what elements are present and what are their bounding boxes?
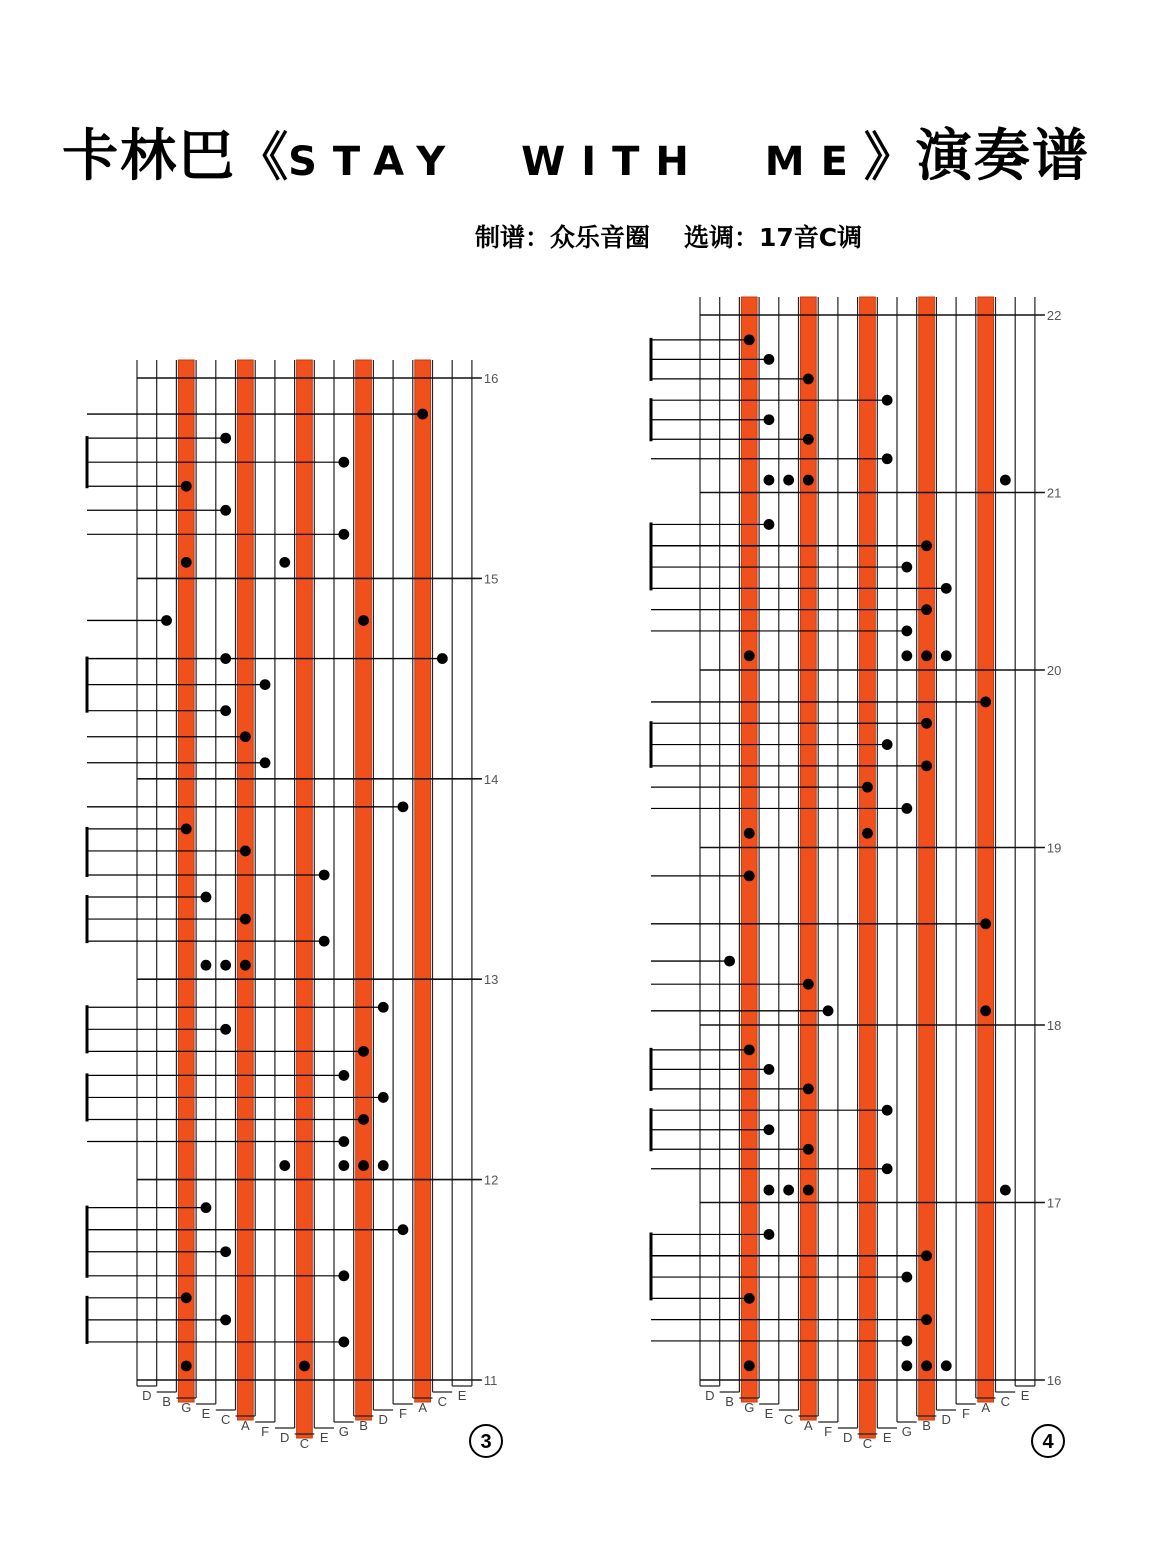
key-label: D: [941, 1412, 951, 1427]
key-label: B: [922, 1418, 931, 1433]
note-dot: [220, 1246, 231, 1257]
note-dot: [744, 1360, 755, 1371]
note-dot: [803, 1144, 814, 1155]
note-dot: [882, 1163, 893, 1174]
key-label: E: [457, 1388, 467, 1403]
note-dot: [161, 615, 172, 626]
highlight-tine: [741, 297, 757, 1402]
key-label: E: [882, 1430, 892, 1445]
key-label: A: [804, 1418, 813, 1433]
note-dot: [803, 374, 814, 385]
highlight-tine: [356, 360, 372, 1420]
note-dot: [181, 1361, 192, 1372]
highlight-tine: [178, 360, 194, 1402]
note-dot: [744, 334, 755, 345]
note-dot: [744, 1044, 755, 1055]
note-dot: [764, 1124, 775, 1135]
note-dot: [941, 583, 952, 594]
note-dot: [744, 1293, 755, 1304]
key-label: F: [961, 1406, 970, 1421]
beat-number: 16: [1046, 1373, 1062, 1388]
note-dot: [941, 650, 952, 661]
note-dot: [862, 828, 873, 839]
key-label: C: [299, 1436, 310, 1451]
note-dot: [338, 1160, 349, 1171]
note-dot: [437, 653, 448, 664]
note-dot: [358, 1114, 369, 1125]
note-dot: [338, 1136, 349, 1147]
beat-number: 11: [483, 1373, 498, 1388]
key-label: D: [280, 1430, 290, 1445]
note-dot: [803, 1084, 814, 1095]
note-dot: [358, 1160, 369, 1171]
note-dot: [260, 679, 271, 690]
note-dot: [744, 828, 755, 839]
beat-number: 14: [483, 771, 499, 787]
key-label: B: [162, 1394, 171, 1409]
key-label: B: [359, 1418, 368, 1433]
note-dot: [901, 562, 912, 573]
note-dot: [803, 1185, 814, 1196]
note-dot: [980, 1005, 991, 1016]
highlight-tine: [860, 297, 876, 1438]
page-number: 4: [1042, 1431, 1054, 1453]
note-dot: [358, 1046, 369, 1057]
note-dot: [783, 475, 794, 486]
note-dot: [220, 653, 231, 664]
key-label: C: [220, 1412, 231, 1427]
key-label: A: [981, 1400, 990, 1415]
note-dot: [921, 604, 932, 615]
note-dot: [240, 960, 251, 971]
note-dot: [220, 433, 231, 444]
note-dot: [378, 1002, 389, 1013]
note-dot: [220, 705, 231, 716]
note-dot: [764, 1185, 775, 1196]
note-dot: [803, 475, 814, 486]
key-label: F: [824, 1424, 833, 1439]
key-label: D: [843, 1430, 853, 1445]
note-dot: [181, 824, 192, 835]
beat-number: 15: [483, 571, 499, 587]
title-song-name: STAY WITH ME: [288, 139, 864, 185]
note-dot: [1000, 475, 1011, 486]
note-dot: [220, 960, 231, 971]
key-label: G: [181, 1400, 192, 1415]
key-label: C: [437, 1394, 448, 1409]
note-dot: [941, 1360, 952, 1371]
note-dot: [338, 1070, 349, 1081]
note-dot: [764, 475, 775, 486]
note-dot: [398, 1224, 409, 1235]
key-label: D: [142, 1388, 152, 1403]
note-dot: [744, 871, 755, 882]
note-dot: [378, 1160, 389, 1171]
highlight-tine: [415, 360, 431, 1402]
key-label: F: [261, 1424, 270, 1439]
note-dot: [338, 1270, 349, 1281]
note-dot: [764, 1064, 775, 1075]
note-dot: [921, 1314, 932, 1325]
page-number: 3: [480, 1431, 492, 1453]
key-label: D: [378, 1412, 388, 1427]
key-label: A: [418, 1400, 427, 1415]
key-label: G: [338, 1424, 349, 1439]
note-dot: [901, 1336, 912, 1347]
note-dot: [764, 519, 775, 530]
note-dot: [901, 803, 912, 814]
key-label: G: [744, 1400, 755, 1415]
note-dot: [803, 979, 814, 990]
note-dot: [181, 1292, 192, 1303]
title-prefix: 卡林巴: [62, 124, 237, 189]
key-label: E: [319, 1430, 329, 1445]
note-dot: [862, 782, 873, 793]
note-dot: [921, 718, 932, 729]
note-dot: [319, 936, 330, 947]
note-dot: [240, 846, 251, 857]
note-dot: [378, 1092, 389, 1103]
beat-number: 20: [1046, 663, 1062, 678]
key-setting: 选调：17音C调: [684, 223, 863, 252]
note-dot: [181, 481, 192, 492]
note-dot: [783, 1185, 794, 1196]
note-dot: [921, 760, 932, 771]
note-dot: [901, 1272, 912, 1283]
note-dot: [398, 801, 409, 812]
beat-number: 12: [483, 1172, 499, 1188]
note-dot: [181, 557, 192, 568]
note-dot: [220, 1314, 231, 1325]
key-label: C: [862, 1436, 873, 1451]
title-open-bracket: 《: [236, 128, 289, 188]
beat-number: 16: [483, 371, 499, 386]
note-dot: [921, 650, 932, 661]
beat-number: 18: [1046, 1018, 1062, 1033]
note-dot: [921, 1360, 932, 1371]
note-dot: [764, 1229, 775, 1240]
tab-page-4: [651, 297, 1064, 1457]
note-dot: [1000, 1185, 1011, 1196]
note-dot: [764, 354, 775, 365]
note-dot: [260, 757, 271, 768]
beat-number: 21: [1046, 485, 1062, 501]
note-dot: [299, 1361, 310, 1372]
highlight-tine: [978, 297, 994, 1402]
note-dot: [980, 697, 991, 708]
note-dot: [201, 1202, 212, 1213]
note-dot: [417, 409, 428, 420]
note-dot: [201, 960, 212, 971]
note-dot: [358, 615, 369, 626]
note-dot: [882, 1105, 893, 1116]
note-dot: [744, 650, 755, 661]
note-dot: [220, 1024, 231, 1035]
beat-number: 17: [1046, 1195, 1062, 1211]
note-dot: [240, 731, 251, 742]
note-dot: [980, 918, 991, 929]
note-dot: [279, 1160, 290, 1171]
arranger-credit: 制谱：众乐音圈: [475, 223, 651, 252]
note-dot: [803, 434, 814, 445]
note-dot: [338, 457, 349, 468]
key-label: C: [1000, 1394, 1011, 1409]
note-dot: [921, 540, 932, 551]
beat-number: 22: [1046, 308, 1062, 323]
note-dot: [338, 1337, 349, 1348]
note-dot: [882, 395, 893, 406]
title-suffix: 演奏谱: [915, 124, 1090, 189]
key-label: E: [1020, 1388, 1030, 1403]
note-dot: [201, 892, 212, 903]
note-dot: [338, 529, 349, 540]
key-label: E: [764, 1406, 774, 1421]
key-label: C: [783, 1412, 794, 1427]
note-dot: [279, 557, 290, 568]
key-label: E: [201, 1406, 211, 1421]
key-label: G: [901, 1424, 912, 1439]
note-dot: [882, 453, 893, 464]
note-dot: [220, 505, 231, 516]
beat-number: 19: [1046, 840, 1062, 856]
tab-page-3: [87, 360, 502, 1457]
key-label: D: [705, 1388, 715, 1403]
highlight-tine: [801, 297, 817, 1420]
note-dot: [823, 1005, 834, 1016]
key-label: A: [241, 1418, 250, 1433]
note-dot: [724, 956, 735, 967]
highlight-tine: [238, 360, 254, 1420]
note-dot: [901, 626, 912, 637]
note-dot: [240, 914, 251, 925]
note-dot: [921, 1250, 932, 1261]
note-dot: [882, 739, 893, 750]
note-dot: [901, 1360, 912, 1371]
key-label: F: [398, 1406, 407, 1421]
beat-number: 13: [483, 972, 499, 988]
note-dot: [901, 650, 912, 661]
note-dot: [764, 414, 775, 425]
key-label: B: [725, 1394, 734, 1409]
note-dot: [319, 870, 330, 881]
title-close-bracket: 》: [863, 128, 916, 188]
